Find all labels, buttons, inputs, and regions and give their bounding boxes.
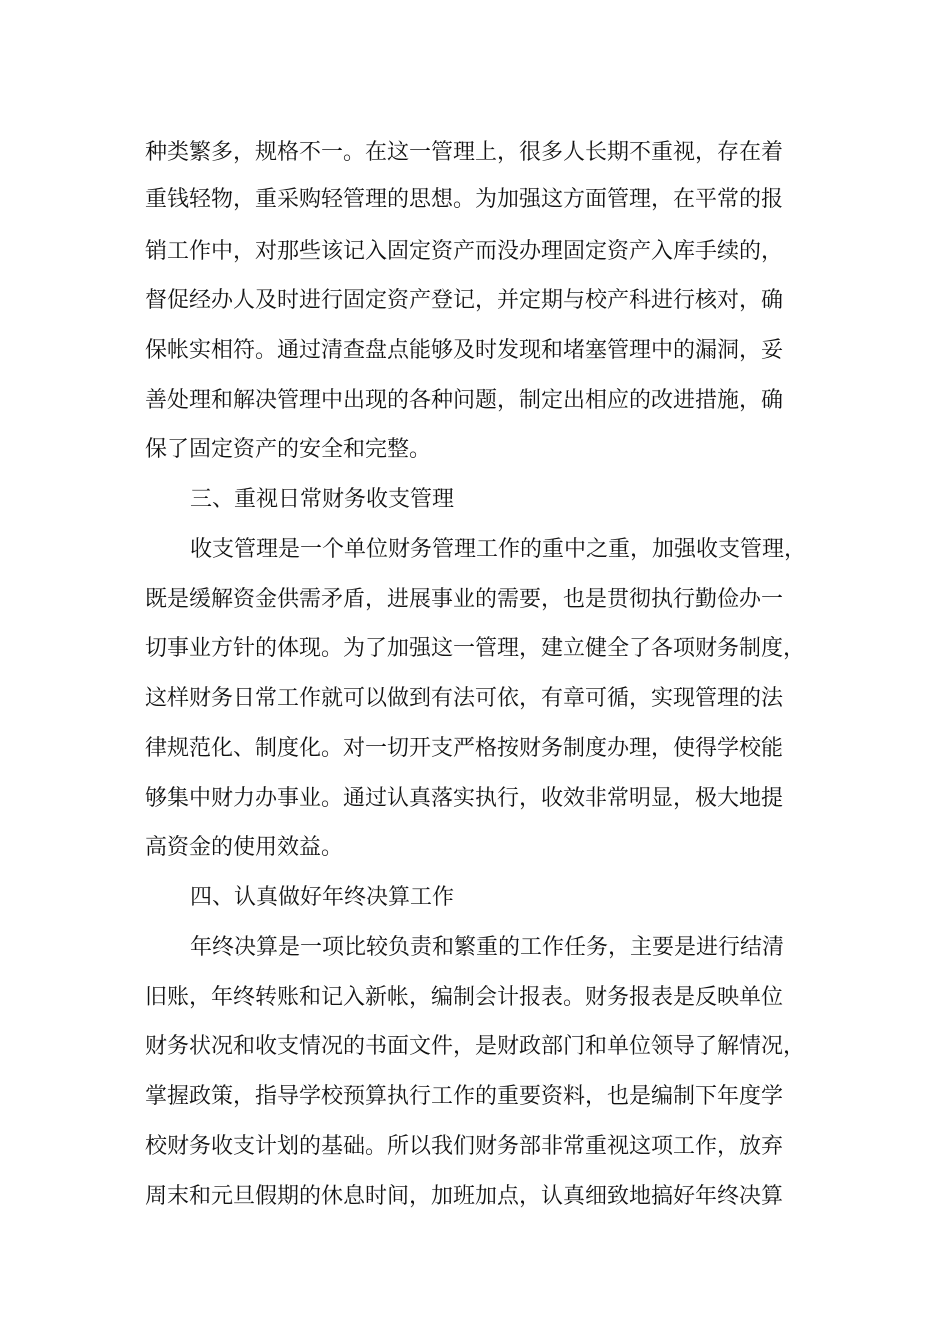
- text-line: 保了固定资产的安全和完整。: [145, 437, 432, 462]
- text-line: 这样财务日常工作就可以做到有法可依，有章可循，实现管理的法: [145, 686, 784, 711]
- paragraph-first-line: 年终决算是一项比较负责和繁重的工作任务，主要是进行结清: [190, 935, 785, 960]
- text-line: 重钱轻物，重采购轻管理的思想。为加强这方面管理，在平常的报: [145, 187, 784, 212]
- text-line: 掌握政策，指导学校预算执行工作的重要资料，也是编制下年度学: [145, 1084, 784, 1109]
- text-line: 督促经办人及时进行固定资产登记，并定期与校产科进行核对，确: [145, 288, 784, 313]
- section-heading: 四、认真做好年终决算工作: [190, 885, 455, 910]
- section-heading: 三、重视日常财务收支管理: [190, 487, 455, 512]
- text-line: 财务状况和收支情况的书面文件，是财政部门和单位领导了解情况，: [145, 1034, 806, 1059]
- text-line: 善处理和解决管理中出现的各种问题，制定出相应的改进措施，确: [145, 388, 784, 413]
- text-line: 销工作中，对那些该记入固定资产而没办理固定资产入库手续的，: [145, 239, 784, 264]
- text-line: 校财务收支计划的基础。所以我们财务部非常重视这项工作，放弃: [145, 1134, 784, 1159]
- text-line: 律规范化、制度化。对一切开支严格按财务制度办理，使得学校能: [145, 736, 784, 761]
- text-line: 种类繁多，规格不一。在这一管理上，很多人长期不重视，存在着: [145, 140, 784, 165]
- text-line: 高资金的使用效益。: [145, 835, 344, 860]
- paragraph-first-line: 收支管理是一个单位财务管理工作的重中之重，加强收支管理，: [190, 537, 807, 562]
- text-line: 旧账，年终转账和记入新帐，编制会计报表。财务报表是反映单位: [145, 985, 784, 1010]
- text-line: 够集中财力办事业。通过认真落实执行，收效非常明显，极大地提: [145, 786, 784, 811]
- text-line: 保帐实相符。通过清查盘点能够及时发现和堵塞管理中的漏洞，妥: [145, 338, 784, 363]
- text-line: 既是缓解资金供需矛盾，进展事业的需要，也是贯彻执行勤俭办一: [145, 587, 784, 612]
- text-line: 周末和元旦假期的休息时间，加班加点，认真细致地搞好年终决算: [145, 1184, 784, 1209]
- text-line: 切事业方针的体现。为了加强这一管理，建立健全了各项财务制度，: [145, 636, 806, 661]
